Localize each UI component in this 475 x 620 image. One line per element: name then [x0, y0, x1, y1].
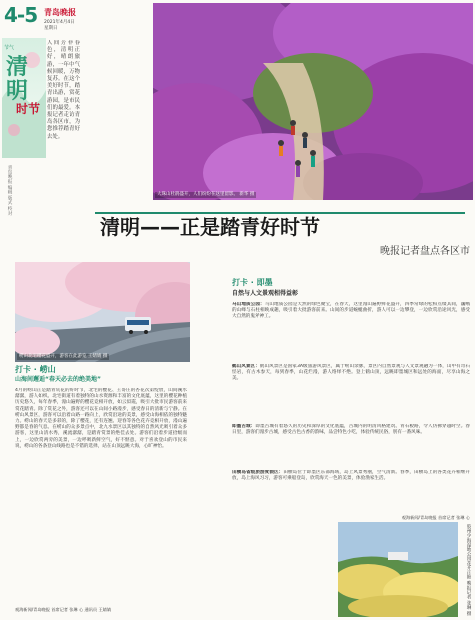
main-subheadline: 晚报记者盘点各区市: [380, 246, 470, 257]
issue-date: 2021年4月4日: [44, 20, 75, 25]
jimo-credit: 观海新闻/青岛晚报 首席记者 张琳 心: [401, 515, 470, 520]
jimo-kicker: 打卡 · 即墨: [232, 278, 273, 287]
jimo-para-2: [232, 364, 470, 422]
jimo-para-3-head: 即墨古城：: [232, 424, 256, 429]
jimo-para-3-text: 即墨古城有着悠久的历史和深厚的文化底蕴，古城内的明清风格建筑、青石板路，令人仿佛穿越时空。春日里，游客们漫步古城，感受古色古香的韵味，品尝特色小吃，体验传统民俗，别有一番风味。: [232, 424, 470, 436]
jimo-para-4-head: 田横岛省级旅游度假区：: [232, 470, 284, 475]
left-photo-caption: 崂山北宅樱花盛开，游客在此游览 王婧婧 摄: [19, 354, 108, 359]
jimo-para-1: [232, 302, 470, 362]
art-subtitle: 时节: [16, 102, 41, 116]
laoshan-title: 山海间邂逅“春天必去的绝美地”: [15, 376, 101, 383]
top-photo: [153, 3, 473, 200]
laoshan-kicker: 打卡 · 崂山: [15, 365, 56, 374]
left-photo: [15, 262, 190, 362]
jimo-para-3: [232, 424, 470, 468]
jimo-para-4-text: 田横岛位于即墨区东部海域，岛上风景秀丽，空气清新。春季，田横岛上的各类花卉相继开放，岛上海风习习，游客可乘船登岛，欣赏海天一色的美景，体验渔家生活。: [232, 470, 470, 482]
jimo-para-4: [232, 470, 470, 514]
top-photo-caption: 大珠山杜鹃盛开，人们纷纷在这里留影。 新华 摄: [157, 192, 255, 197]
title-art: [2, 38, 46, 158]
jimo-para-2-text: 鹤山风景区是国家3A级旅游风景区，属于崂山余脉，景区内自然景观与人文景观融为一体，山中有奇石怪岩，有古木参天，每到春季，山花烂漫，游人络绎不绝。登上鹤山顶，远眺即墨城区和远处的海面，尽享山海之美。: [232, 364, 470, 382]
azalea-hillside-image: [153, 3, 473, 200]
right-photo-caption: 胶州少海湿地公园花开正艳 晚报记者 张琳 摄: [466, 524, 471, 616]
jimo-para-1-text: 马山地质公园是天然的绿色聚宝，在春天，这里漫山遍野鲜花盛开，四季常绿的松柏点缀其间，巍峨的山峰与石柱相映成趣，吸引着大批游客前来。山间的步道蜿蜒曲折，游人可以一边攀登，一边欣赏沿途风光，感受大自然的鬼斧神工。: [232, 302, 470, 320]
wetland-flowers-image: [338, 522, 458, 617]
right-photo: [338, 522, 458, 617]
page-number: 4-5: [4, 3, 38, 27]
intro-paragraph: 人间芳菲春色，清明正好，晴朗旅游，一年中气候回暖，万物复苏。在这个美好时节，踏青出游，赏花游园，是市民们的最爱。本报记者走访青岛各区市，为您推荐踏青好去处。: [47, 40, 80, 140]
jimo-title: 自然与人文景观相得益彰: [232, 290, 299, 297]
page-header: [4, 4, 74, 38]
art-title: 清明: [6, 55, 29, 104]
laoshan-body: 4月的崂山正是踏青赏花的好时节，北宅的樱花、王哥庄的杏花次第绽放，山间溪水潺潺，游人如织。北宅街道有着独特的山水资源和丰富的文化底蕴，这里的樱花种植历史悠久，每年春季，漫山遍野的樱花竞相开放，如云似霞，吸引大批市民游客前来赏花踏青。除了赏花之外，游客还可以在山间小路漫步，感受春日的清新与宁静。在崂山风景区，游客可以沿着山路一路向上，欣赏沿途的美景，感受山海相依的独特魅力。崂山的春天是多彩的，除了樱花，还有连翘、迎春等各色花卉竞相开放，漫山遍野都是春的气息。在崂山的众多景点中，北九水景区以其独特的自然风光吸引着众多游客，这里山清水秀，溪流潺潺，是踏青赏景的绝佳去处。游客们沿着步道拾级而上，一边欣赏两旁的美景，一边呼吸新鲜空气，好不惬意。对于喜欢登山的市民来说，崂山的各条登山线路也是不错的选择，站在山顶远眺大海，心旷神怡。: [15, 388, 187, 449]
laoshan-credit: 观海新闻/青岛晚报 首席记者 张琳 心 通讯员 王婧婧: [15, 607, 112, 612]
newspaper-brand: 青岛晚报: [44, 8, 76, 17]
main-headline: 清明——正是踏青好时节: [100, 215, 320, 239]
jimo-para-1-head: 马山地质公园：: [232, 302, 265, 307]
jimo-para-2-head: 鹤山风景区：: [232, 364, 260, 369]
art-tag: 节气: [4, 45, 15, 51]
side-credit-vertical: 青岛晚报 编辑 版式 校对: [7, 165, 12, 216]
issue-weekday: 星期日: [44, 26, 58, 31]
cherry-blossom-road-image: [15, 262, 190, 362]
